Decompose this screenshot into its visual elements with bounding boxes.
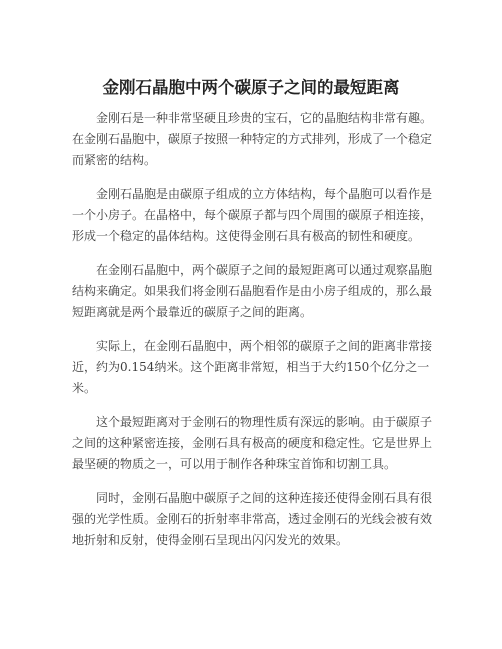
paragraph-5: 这个最短距离对于金刚石的物理性质有深远的影响。由于碳原子之间的这种紧密连接，金刚石具有极高的硬度和稳定性。它是世界上最坚硬的物质之一，可以用于制作各种珠宝首饰和切割工具。 [72,415,433,471]
paragraph-6: 同时，金刚石晶胞中碳原子之间的这种连接还使得金刚石具有很强的光学性质。金刚石的折射率非常高，透过金刚石的光线会被有效地折射和反射，使得金刚石呈现出闪闪发光的效果。 [72,491,433,547]
paragraph-3: 在金刚石晶胞中，两个碳原子之间的最短距离可以通过观察晶胞结构来确定。如果我们将金刚石晶胞看作是由小房子组成的，那么最短距离就是两个最靠近的碳原子之间的距离。 [72,263,433,319]
paragraph-4: 实际上，在金刚石晶胞中，两个相邻的碳原子之间的距离非常接近，约为0.154纳米。这个距离非常短，相当于大约150个亿分之一米。 [72,339,433,395]
paragraph-1: 金刚石是一种非常坚硬且珍贵的宝石，它的晶胞结构非常有趣。在金刚石晶胞中，碳原子按照一种特定的方式排列，形成了一个稳定而紧密的结构。 [72,111,433,167]
paragraph-2: 金刚石晶胞是由碳原子组成的立方体结构，每个晶胞可以看作是一个小房子。在晶格中，每个碳原子都与四个周围的碳原子相连接，形成一个稳定的晶体结构。这使得金刚石具有极高的韧性和硬度。 [72,187,433,243]
document-title: 金刚石晶胞中两个碳原子之间的最短距离 [102,78,400,97]
